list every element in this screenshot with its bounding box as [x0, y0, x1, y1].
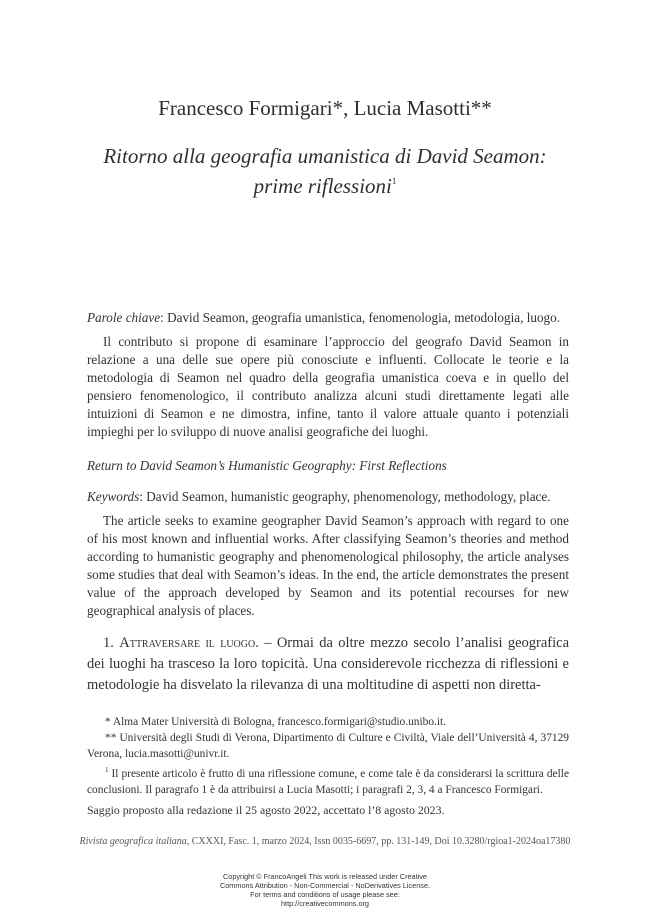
footnote-3-number: 1: [105, 766, 109, 774]
journal-details: , CXXXI, Fasc. 1, marzo 2024, Issn 0035-6697, pp. 131-149, Doi 10.3280/rgioa1-2024oa17380: [186, 836, 571, 847]
journal-name: Rivista geografica italiana: [79, 836, 187, 847]
section-1-heading: Attraversare il luogo.: [119, 635, 259, 651]
author-names: Francesco Formigari*, Lucia Masotti**: [158, 96, 492, 120]
article-title: [60, 144, 590, 199]
italian-abstract-text: Il contributo si propone di esaminare l’approccio del geografo David Seamon in relazione a una delle sue opere più conosciute e influenti. Collocate le teorie e la metodologia di Seamon nel quadro della geografia umanistica coeva e in quello del pensiero fenomenologico, il contributo analizza alcuni studi direttamente legati alle intuizioni di Seamon e ne dimostra, infine, tanto il valore attuale quanto i potenziali impieghi per lo sviluppo di nuove analisi geografiche dei luoghi.: [87, 334, 569, 439]
journal-citation: [0, 836, 650, 847]
section-1-number: 1.: [103, 635, 114, 651]
italian-keywords-label: Parole chiave: [87, 310, 161, 325]
section-1-paragraph: [87, 633, 569, 696]
copyright-line-1: Copyright © FrancoAngeli This work is released under Creative: [223, 872, 427, 881]
footnote-1: * Alma Mater Università di Bologna, francesco.formigari@studio.unibo.it.: [105, 716, 447, 728]
section-1-text: – Ormai da oltre mezzo secolo l’analisi geografica dei luoghi ha trasceso la loro topicità. Una considerevole ricchezza di riflessioni e metodologie ha disvelato la rilevanza di una moltitudine di aspetti non diretta-: [87, 635, 570, 693]
submission-dates: Saggio proposto alla redazione il 25 agosto 2022, accettato l’8 agosto 2023.: [87, 803, 445, 817]
english-abstract: [87, 512, 569, 620]
copyright-line-3: For terms and conditions of usage please see:: [250, 890, 400, 899]
copyright-notice: [0, 872, 650, 908]
copyright-link[interactable]: http://creativecommons.org: [280, 899, 369, 908]
title-line-1: Ritorno alla geografia umanistica di David Seamon:: [103, 144, 547, 168]
italian-keywords: [87, 309, 569, 327]
footnote-3: [87, 762, 569, 798]
english-abstract-text: The article seeks to examine geographer David Seamon’s approach with regard to one of his most known and influential works. After classifying Seamon’s theories and method according to humanistic geography and phenomenological philosophy, the article analyses some studies that deal with Seamon’s ideas. In the end, the article demonstrates the present value of the approach developed by Seamon and its potential recourses for new geographical analysis of places.: [87, 513, 569, 618]
italian-abstract: [87, 333, 569, 441]
english-title: Return to David Seamon’s Humanistic Geography: First Reflections: [87, 458, 447, 473]
footnote-2: ** Università degli Studi di Verona, Dipartimento di Culture e Civiltà, Viale dell’Università 4, 37129 Verona, lucia.masotti@univr.it.: [87, 732, 569, 760]
title-footnote-ref[interactable]: 1: [391, 176, 397, 186]
copyright-line-2: Commons Attribution - Non-Commercial - NoDerivatives License.: [219, 881, 431, 890]
title-line-2: [60, 169, 590, 199]
english-keywords-label: Keywords: [87, 489, 140, 504]
footnote-3-text: Il presente articolo è frutto di una riflessione comune, e come tale è da considerarsi la scrittura delle conclusioni. Il paragrafo 1 è da attribuirsi a Lucia Masotti; i paragrafi 2, 3, 4 a Francesco Formigari.: [87, 768, 569, 796]
english-keywords: [87, 488, 569, 506]
section-1-text-wrap: [87, 633, 569, 696]
title-line-2-text: prime riflessioni: [253, 174, 392, 198]
footnotes: [87, 714, 569, 798]
italian-keywords-text: : David Seamon, geografia umanistica, fenomenologia, metodologia, luogo.: [160, 310, 561, 325]
english-keywords-text: : David Seamon, humanistic geography, phenomenology, methodology, place.: [139, 489, 551, 504]
